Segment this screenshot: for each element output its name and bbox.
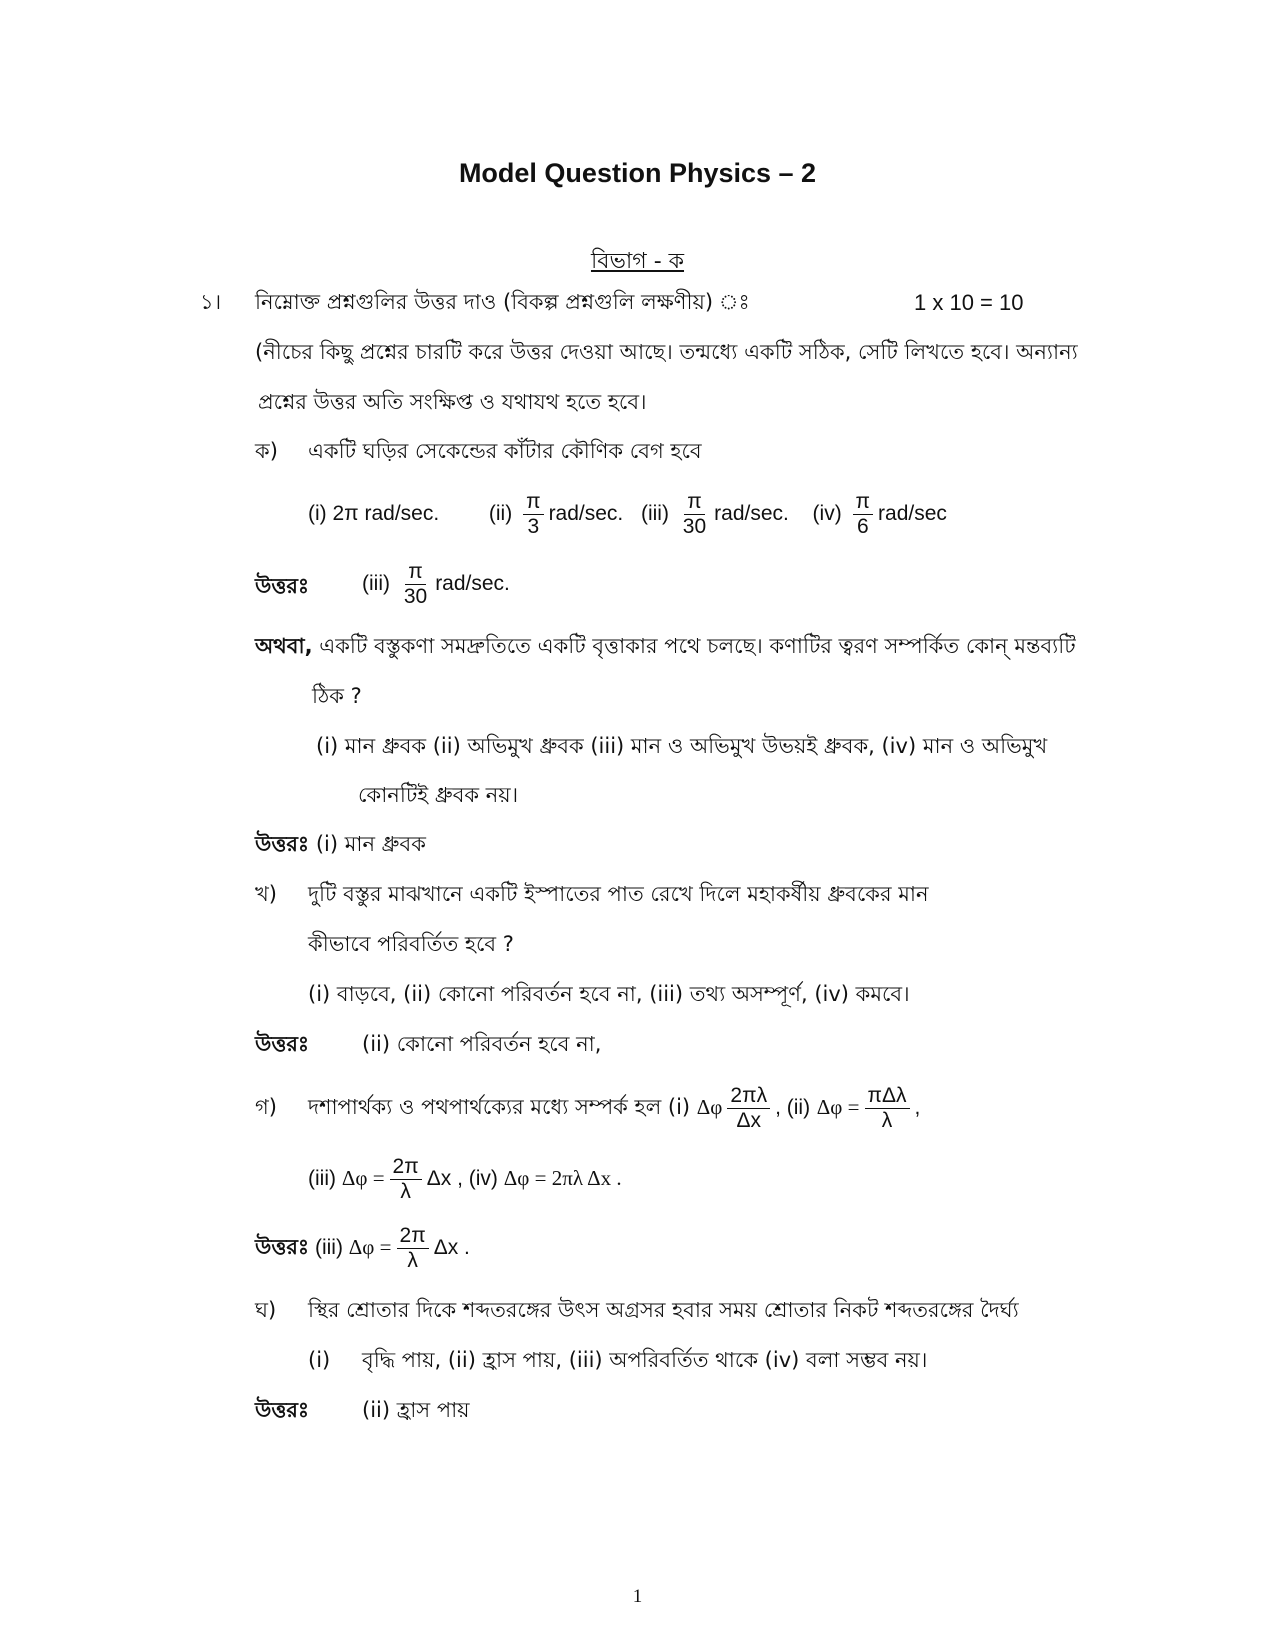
question-gha: স্থির শ্রোতার দিকে শব্দতরঙ্গের উৎস অগ্রসর হবার সময় শ্রোতার নিকট শব্দতরঙ্গের দৈর্ঘ্য xyxy=(308,1298,1019,1322)
option-ka-i: (i) 2π rad/sec. xyxy=(308,502,440,526)
item-label-ga: গ) xyxy=(255,1095,277,1119)
question-kha-line1: দুটি বস্তুর মাঝখানে একটি ইস্পাতের পাত রেখে দিলে মহাকর্ষীয় ধ্রুবকের মান xyxy=(308,882,929,906)
page-title: Model Question Physics – 2 xyxy=(458,158,817,188)
option-ka-iv-label: (iv) xyxy=(812,502,842,526)
fraction: $\frac{\pi}{3}$ xyxy=(523,490,544,539)
alternative-options-line1: (i) মান ধ্রুবক (ii) অভিমুখ ধ্রুবক (iii) মান ও অভিমুখ উভয়ই ধ্রুবক, (iv) মান ও অভিমুখ xyxy=(316,734,1048,758)
question-ka: একটি ঘড়ির সেকেন্ডের কাঁটার কৌণিক বেগ হবে xyxy=(308,439,702,463)
options-gha: বৃদ্ধি পায়, (ii) হ্রাস পায়, (iii) অপরিবর্তিত থাকে (iv) বলা সম্ভব নয়। xyxy=(362,1348,928,1372)
alternative-question-line1: অথবা, একটি বস্তুকণা সমদ্রুতিতে একটি বৃত্তাকার পথে চলছে। কণাটির ত্বরণ সম্পর্কিত কোন্ মন্তব্যটি xyxy=(255,634,1076,658)
options-kha: (i) বাড়বে, (ii) কোনো পরিবর্তন হবে না, (iii) তথ্য অসম্পূর্ণ, (iv) কমবে। xyxy=(308,982,910,1006)
alternative-answer: উত্তরঃ (i) মান ধ্রুবক xyxy=(255,832,426,856)
item-label-kha: খ) xyxy=(255,882,277,906)
fraction: $\frac{\pi}{30}$ xyxy=(682,490,707,538)
answer-label: উত্তরঃ xyxy=(255,1398,310,1422)
answer-gha: (ii) হ্রাস পায় xyxy=(362,1398,470,1422)
option-gha-i-label: (i) xyxy=(308,1348,331,1372)
answer-ka: (iii) $\frac{\pi}{30}$ rad/sec. xyxy=(362,560,510,608)
alternative-question-line2: ঠিক ? xyxy=(312,684,362,708)
fraction: $\frac{2\pi}{\lambda}$ xyxy=(397,1224,429,1273)
alternative-options-line2: কোনটিই ধ্রুবক নয়। xyxy=(358,783,519,807)
fraction: $\frac{2\pi\lambda}{\Delta x}$ xyxy=(727,1084,770,1133)
answer-label: উত্তরঃ xyxy=(255,574,310,598)
fraction: $\frac{\pi}{30}$ xyxy=(403,560,428,608)
answer-kha: (ii) কোনো পরিবর্তন হবে না, xyxy=(362,1032,602,1056)
options-ka: (i) 2π rad/sec. (ii) $\frac{\pi}{3}$ rad/sec. (iii) $\frac{\pi}{30}$ rad/sec. (iv) $\frac{\pi}{6}$ rad/sec xyxy=(308,490,947,538)
question-instruction: নিম্নোক্ত প্রশ্নগুলির উত্তর দাও (বিকল্প প্রশ্নগুলি লক্ষণীয়) ঃ xyxy=(255,290,750,314)
item-label-gha: ঘ) xyxy=(255,1298,277,1322)
item-label-ka: ক) xyxy=(255,439,278,463)
instruction-note-line2: প্রশ্নের উত্তর অতি সংক্ষিপ্ত ও যথাযথ হতে হবে। xyxy=(258,390,647,414)
section-heading: বিভাগ - ক xyxy=(590,249,685,274)
answer-label: উত্তরঃ xyxy=(255,1032,310,1056)
marks-label: 1 x 10 = 10 xyxy=(914,290,1024,315)
option-ka-ii-label: (ii) xyxy=(488,502,513,526)
fraction: $\frac{\text{πΔλ}}{\lambda}$ xyxy=(865,1084,910,1133)
options-ga: (iii) Δφ = $\frac{2\pi}{\lambda}$ Δx , (iv) Δφ = 2πλ Δx . xyxy=(308,1154,622,1203)
question-number: ১। xyxy=(200,290,222,314)
answer-ga: উত্তরঃ (iii) Δφ = $\frac{2\pi}{\lambda}$ Δx . xyxy=(255,1223,470,1272)
fraction: $\frac{\pi}{6}$ xyxy=(853,490,874,539)
fraction: $\frac{2\pi}{\lambda}$ xyxy=(390,1155,422,1204)
page-number: 1 xyxy=(632,1586,643,1607)
question-ga: দশাপার্থক্য ও পথপার্থক্যের মধ্যে সম্পর্ক হল (i) Δφ $\frac{2\pi\lambda}{\Delta x}$ , (ii) Δφ = $\frac{\text{πΔλ}}{\lambda}$ , xyxy=(308,1083,921,1132)
option-ka-iii-label: (iii) xyxy=(640,502,669,526)
question-kha-line2: কীভাবে পরিবর্তিত হবে ? xyxy=(308,932,514,956)
instruction-note-line1: (নীচের কিছু প্রশ্নের চারটি করে উত্তর দেওয়া আছে। তন্মধ্যে একটি সঠিক, সেটি লিখতে হবে। অন্যান্য xyxy=(255,340,1078,364)
alternative-label: অথবা, xyxy=(255,634,313,658)
